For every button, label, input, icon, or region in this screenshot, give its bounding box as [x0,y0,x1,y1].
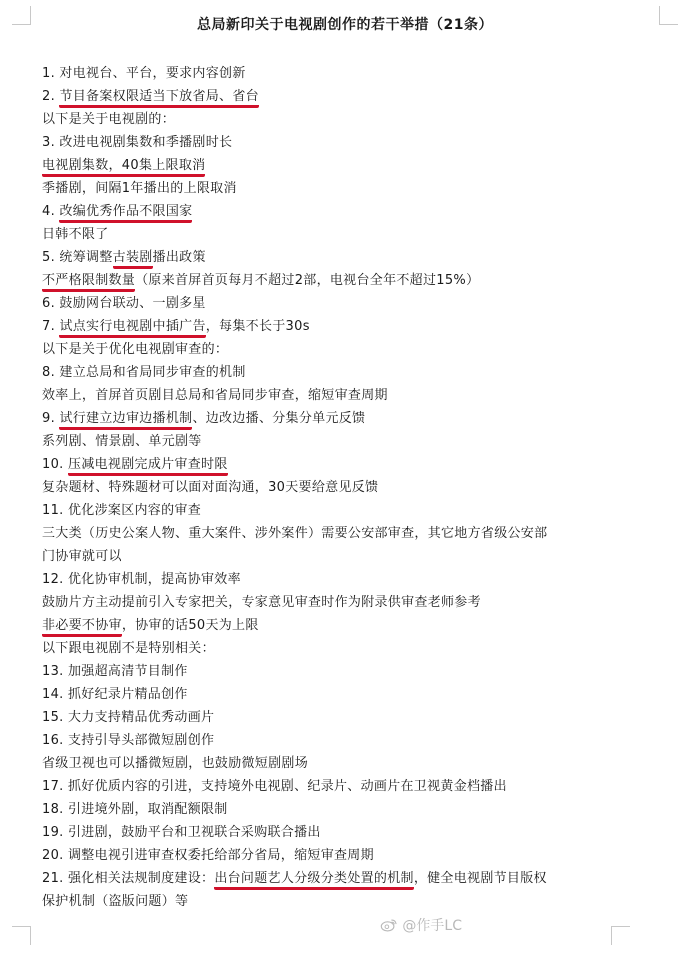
line-text: 2. [42,89,60,104]
text-line [42,131,652,154]
line-text: 8. 建立总局和省局同步审查的机制 [42,365,246,380]
text-line [42,591,652,614]
text-line [42,338,652,361]
watermark-text: @作手LC [402,918,462,934]
text-line [42,292,652,315]
line-text: 播出政策 [152,250,206,265]
text-line [42,798,652,821]
line-text: 1. 对电视台、平台，要求内容创新 [42,66,246,81]
text-line [42,821,652,844]
text-line [42,637,652,660]
line-text: ，每集不长于30s [205,319,310,334]
text-line [42,453,652,476]
underlined-text: 节目备案权限适当下放省局、省台 [59,89,259,108]
text-line [42,177,652,200]
text-line [42,315,652,338]
text-line [42,545,652,568]
line-text: 19. 引进剧，鼓励平台和卫视联合采购联合播出 [42,825,321,840]
text-line [42,683,652,706]
line-text: 3. 改进电视剧集数和季播剧时长 [42,135,233,150]
line-text: （原来首屏首页每月不超过2部，电视台全年不超过15%） [135,273,480,288]
underlined-text: 出台问题艺人分级分类处置的机制 [214,871,414,890]
line-text: 4. [42,204,60,219]
line-text: 14. 抓好纪录片精品创作 [42,687,188,702]
watermark [380,915,462,935]
text-line [42,729,652,752]
line-text: 6. 鼓励网台联动、一剧多星 [42,296,206,311]
text-line [42,223,652,246]
line-text: ，协审的话50天为上限 [121,618,259,633]
text-line [42,62,652,85]
text-line [42,108,652,131]
line-text: 保护机制（盗版问题）等 [42,894,189,909]
underlined-text: 改编优秀作品不限国家 [59,204,192,223]
line-text: 日韩不限了 [42,227,109,242]
text-line [42,522,652,545]
line-text: 鼓励片方主动提前引入专家把关，专家意见审查时作为附录供审查老师参考 [42,595,481,610]
line-text: 以下是关于优化电视剧审查的： [42,342,229,357]
text-line [42,476,652,499]
line-text: 季播剧，间隔1年播出的上限取消 [42,181,237,196]
text-line [42,614,652,637]
line-text: ，健全电视剧节目版权 [413,871,547,886]
document-title: 总局新印关于电视剧创作的若干举措（21条） [197,17,493,33]
line-text: 复杂题材、特殊题材可以面对面沟通，30天要给意见反馈 [42,480,379,495]
crop-mark-bottom-left [12,926,31,945]
underlined-text: 电视剧集数，40集上限取消 [42,158,205,177]
crop-mark-bottom-right [611,926,630,945]
line-text: 12. 优化协审机制，提高协审效率 [42,572,241,587]
line-text: 以下跟电视剧不是特别相关： [42,641,215,656]
underlined-text: 非必要不协审 [42,618,122,637]
text-line [42,568,652,591]
text-line [42,890,652,913]
document-body [42,62,652,913]
text-line [42,706,652,729]
line-text: 系列剧、情景剧、单元剧等 [42,434,202,449]
line-text: 5. 统筹调整 [42,250,113,265]
text-line [42,269,652,292]
line-text: 17. 抓好优质内容的引进，支持境外电视剧、纪录片、动画片在卫视黄金档播出 [42,779,507,794]
line-text: 11. 优化涉案区内容的审查 [42,503,202,518]
weibo-icon [380,918,398,932]
text-line [42,499,652,522]
line-text: 省级卫视也可以播微短剧，也鼓励微短剧剧场 [42,756,309,771]
text-line [42,407,652,430]
text-line [42,246,652,269]
line-text: 16. 支持引导头部微短剧创作 [42,733,215,748]
text-line [42,844,652,867]
text-line [42,384,652,407]
line-text: 18. 引进境外剧，取消配额限制 [42,802,228,817]
text-line [42,660,652,683]
text-line [42,752,652,775]
text-line [42,867,652,890]
line-text: 、边改边播、分集分单元反馈 [192,411,366,426]
line-text: 21. 强化相关法规制度建设： [42,871,215,886]
underlined-text: 试行建立边审边播机制 [59,411,192,430]
text-line [42,775,652,798]
text-line [42,85,652,108]
line-text: 7. [42,319,60,334]
text-line [42,200,652,223]
line-text: 三大类（历史公案人物、重大案件、涉外案件）需要公安部审查，其它地方省级公安部 [42,526,548,541]
underlined-text: 古装剧 [113,250,153,269]
line-text: 13. 加强超高清节目制作 [42,664,188,679]
underlined-text: 压减电视剧完成片审查时限 [68,457,228,476]
underlined-text: 试点实行电视剧中插广告 [59,319,205,338]
line-text: 以下是关于电视剧的： [42,112,176,127]
line-text: 20. 调整电视引进审查权委托给部分省局，缩短审查周期 [42,848,374,863]
line-text: 10. [42,457,69,472]
text-line [42,430,652,453]
text-line [42,154,652,177]
line-text: 15. 大力支持精品优秀动画片 [42,710,215,725]
line-text: 门协审就可以 [42,549,122,564]
line-text: 9. [42,411,60,426]
line-text: 效率上，首屏首页剧目总局和省局同步审查，缩短审查周期 [42,388,388,403]
underlined-text: 不严格限制数量 [42,273,135,292]
text-line [42,361,652,384]
